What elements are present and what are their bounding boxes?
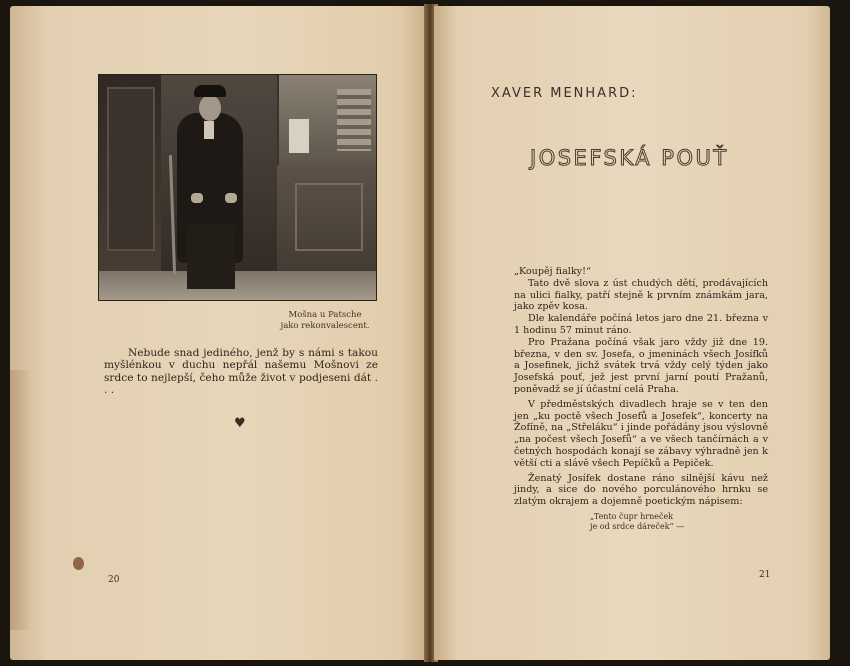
heart-ornament-icon: ♥ <box>234 416 246 431</box>
stain-spot <box>73 557 84 570</box>
verse-inscription <box>590 512 710 532</box>
paragraph: Ženatý Josífek dostane ráno silnější kávu než jindy, a sice do nového porculánového hrnku se zlatým okrajem a dojemně poetickým nápisem: <box>514 472 768 508</box>
paragraph: „Koupěj fialky!“ <box>514 266 591 277</box>
paragraph: Dle kalendáře počíná letos jaro dne 21. března v 1 hodinu 57 minut ráno. <box>514 313 768 336</box>
left-page-edge-stain <box>10 370 32 630</box>
verse-line: je od srdce dáreček“ — <box>590 522 685 531</box>
photo-caption <box>270 310 380 332</box>
author-name: XAVER MENHARD: <box>491 86 638 101</box>
caption-line: Mošna u Patsche <box>288 310 362 320</box>
paragraph: Tato dvě slova z úst chudých dětí, prodávajících na ulici fialky, patří stejně k prvním známkám jara, jako zpěv kosa. <box>514 277 768 313</box>
portrait-photograph <box>98 74 377 301</box>
chapter-title: JOSEFSKÁ POUŤ <box>530 146 729 170</box>
page-number-right: 21 <box>759 570 771 580</box>
caption-line: jako rekonvalescent. <box>280 321 370 331</box>
page-number-left: 20 <box>108 575 120 585</box>
right-page-body <box>514 266 768 508</box>
paragraph: Pro Pražana počíná však jaro vždy již dne 19. března, v den sv. Josefa, o jmeninách všech Josífků a Josefinek, jichž svátek trvá vždy celý týden jako Josefská pouť, jež jest první jarní poutí Pražanů, poněvadž se jí účastní celá Praha. <box>514 336 768 395</box>
paragraph: V předměstských divadlech hraje se v ten den jen „ku poctě všech Josefů a Josefek“, koncerty na Žofíně, na „Střeláku“ i jinde pořádány jsou výslovně „na počest všech Josefů“ a ve všech tančírnách a v četných hospodách konají se zábavy výhradně jen k větší cti a slávě všech Pepíčků a Pepiček. <box>514 398 768 469</box>
left-page-paragraph: Nebude snad jediného, jenž by s námi s takou myšlénkou v duchu nepřál našemu Mošnovi ze srdce to nejlepší, čeho může život v podjeseni dát . . . <box>104 347 378 397</box>
verse-line: „Tento čupr hrneček <box>590 512 674 521</box>
